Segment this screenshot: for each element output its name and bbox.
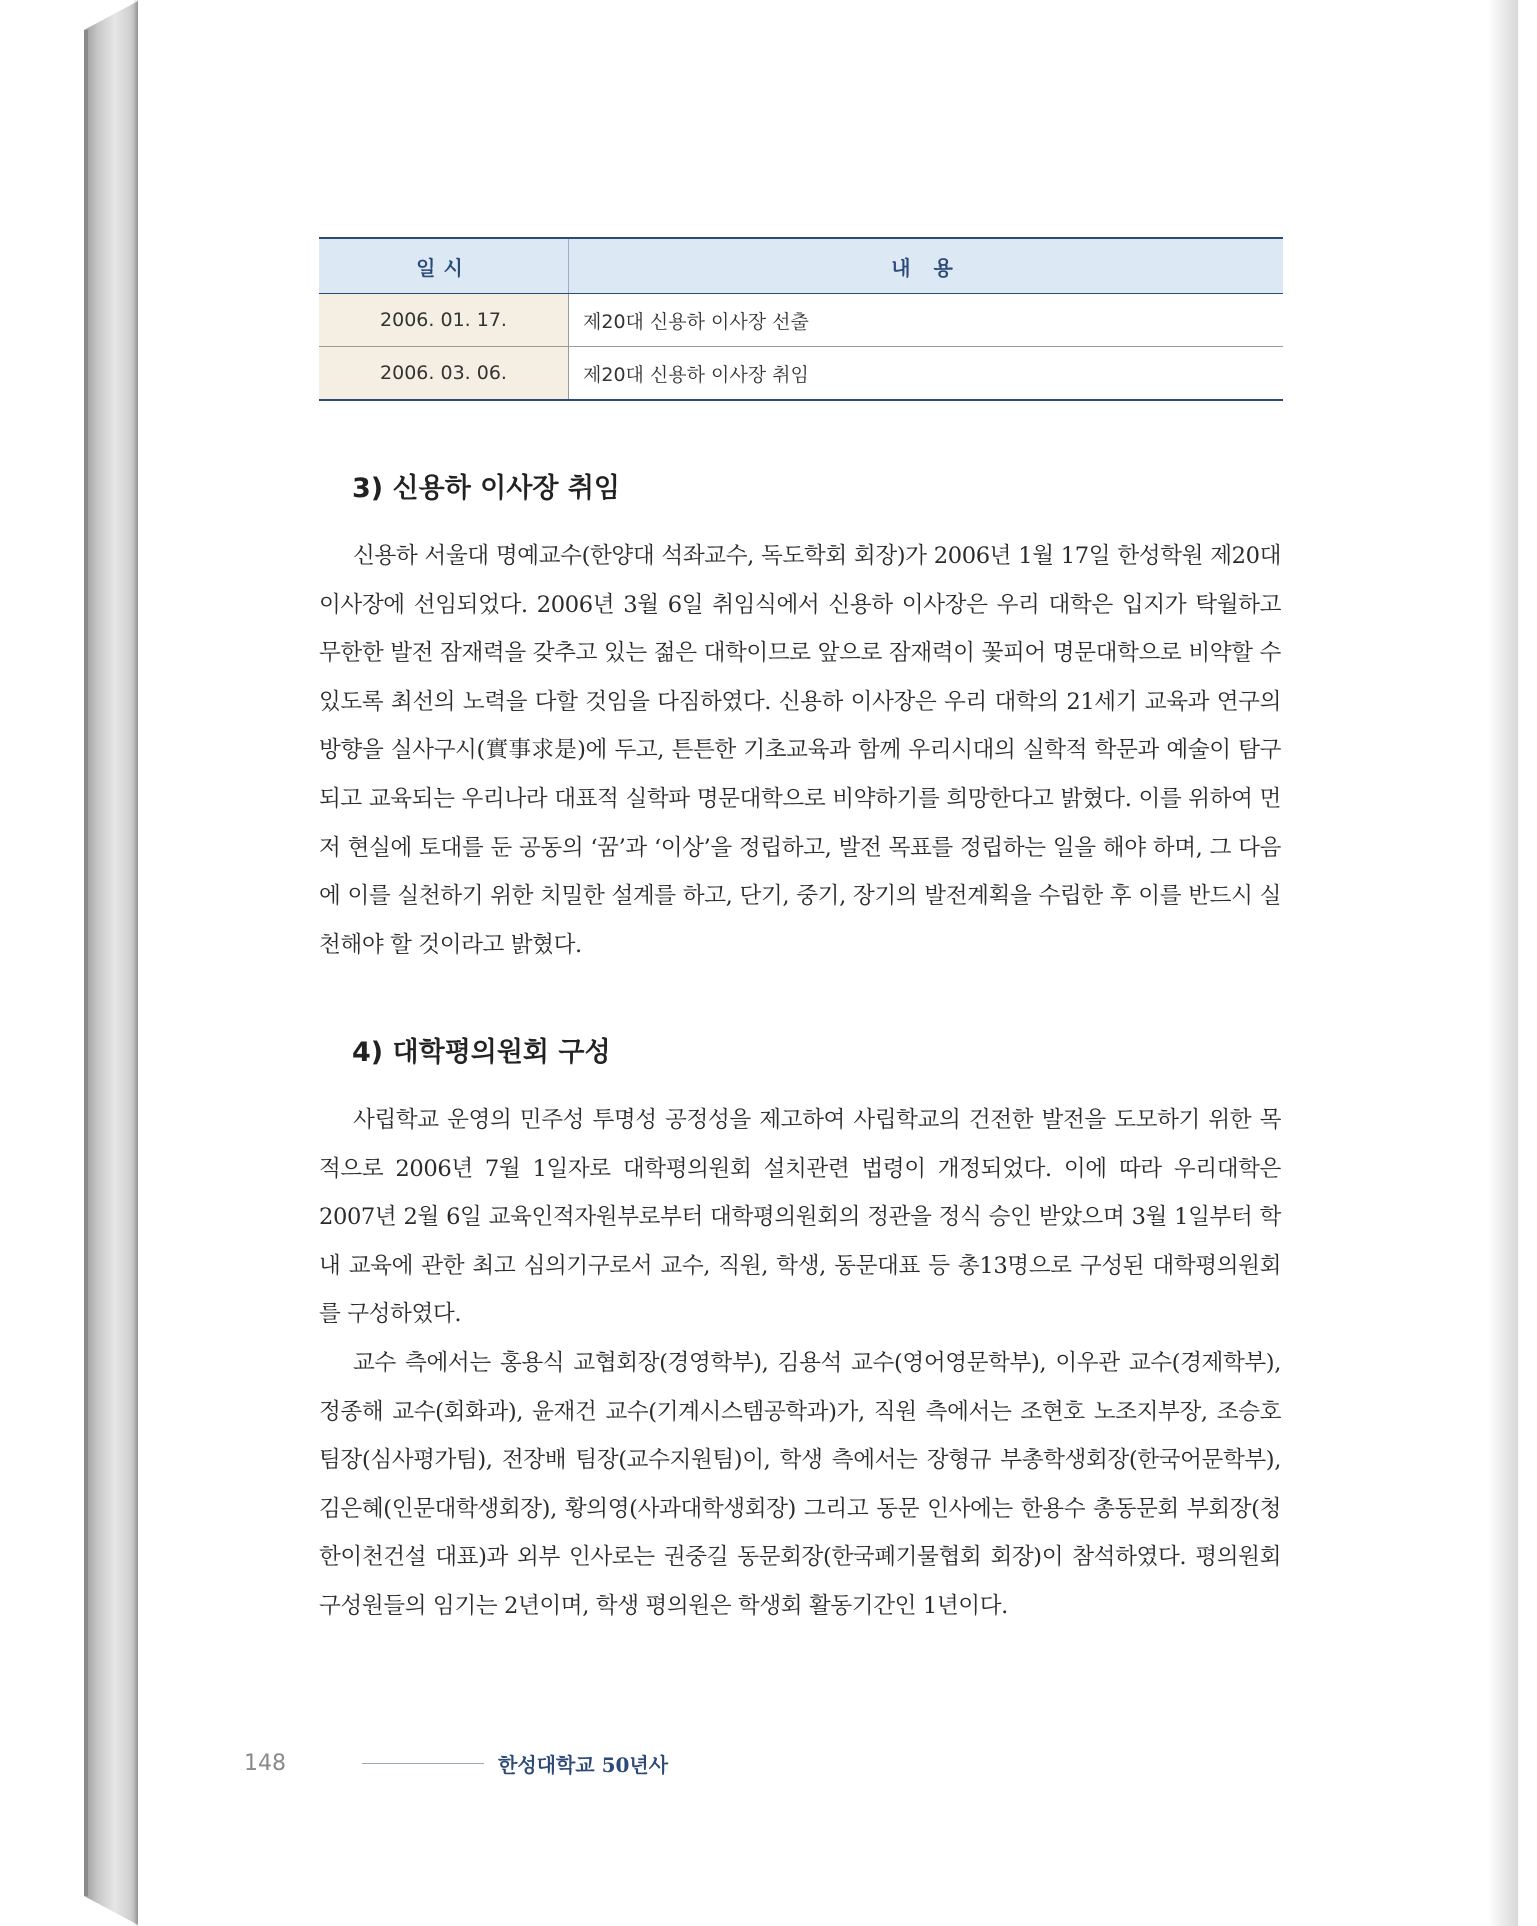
page-gutter-shadow: [1488, 0, 1518, 1926]
section-heading-council: 4) 대학평의원회 구성: [352, 1037, 611, 1068]
book-stack-edge: [84, 30, 88, 1896]
table-row: [319, 347, 1283, 401]
page-number: 148: [244, 1750, 286, 1776]
paragraph-council-2: 교수 측에서는 홍용식 교협회장(경영학부), 김용석 교수(영어영문학부), 이우관 교수(경제학부), 정종해 교수(회화과), 윤재건 교수(기계시스템공학과)가, 직원 측에서는 조현호 노조지부장, 조승호 팀장(심사평가팀), 전장배 팀장(교수지원팀)이, 학생 측에서는 장형규 부총학생회장(한국어문학부), 김은혜(인문대학생회장), 황의영(사과대학생회장) 그리고 동문 인사에는 한용수 총동문회 부회장(청한이천건설 대표)과 외부 인사로는 권중길 동문회장(한국폐기물협회 회장)이 참석하였다. 평의원회 구성원들의 임기는 2년이며, 학생 평의원은 학생회 활동기간인 1년이다.: [319, 1350, 1281, 1619]
table-row: [319, 294, 1283, 347]
row-content: 제20대 신용하 이사장 선출: [569, 294, 1284, 347]
section-heading-chairman: 3) 신용하 이사장 취임: [352, 473, 620, 504]
row-date: 2006. 03. 06.: [319, 347, 569, 401]
paragraph-chairman: 신용하 서울대 명예교수(한양대 석좌교수, 독도학회 회장)가 2006년 1월 17일 한성학원 제20대 이사장에 선임되었다. 2006년 3월 6일 취임식에서 신용하 이사장은 우리 대학은 입지가 탁월하고 무한한 발전 잠재력을 갖추고 있는 젊은 대학이므로 앞으로 잠재력이 꽃피어 명문대학으로 비약할 수 있도록 최선의 노력을 다할 것임을 다짐하였다. 신용하 이사장은 우리 대학의 21세기 교육과 연구의 방향을 실사구시(實事求是)에 두고, 튼튼한 기초교육과 함께 우리시대의 실학적 학문과 예술이 탐구되고 교육되는 우리나라 대표적 실학파 명문대학으로 비약하기를 희망한다고 밝혔다. 이를 위하여 먼저 현실에 토대를 둔 공동의 ‘꿈’과 ‘이상’을 정립하고, 발전 목표를 정립하는 일을 해야 하며, 그 다음에 이를 실천하기 위한 치밀한 설계를 하고, 단기, 중기, 장기의 발전계획을 수립한 후 이를 반드시 실천해야 할 것이라고 밝혔다.: [319, 543, 1281, 958]
header-date: 일시: [319, 238, 569, 294]
page-footer: [244, 1748, 668, 1778]
book-page-stack: [84, 0, 140, 1926]
book-title: 한성대학교 50년사: [498, 1752, 669, 1777]
schedule-table: [319, 237, 1283, 401]
row-date: 2006. 01. 17.: [319, 294, 569, 347]
header-content: 내 용: [569, 238, 1284, 294]
paragraph-council-1: 사립학교 운영의 민주성 투명성 공정성을 제고하여 사립학교의 건전한 발전을 도모하기 위한 목적으로 2006년 7월 1일자로 대학평의원회 설치관련 법령이 개정되었다. 이에 따라 우리대학은 2007년 2월 6일 교육인적자원부로부터 대학평의원회의 정관을 정식 승인 받았으며 3월 1일부터 학내 교육에 관한 최고 심의기구로서 교수, 직원, 학생, 동문대표 등 총13명으로 구성된 대학평의원회를 구성하였다.: [319, 1107, 1281, 1328]
footer-divider: [362, 1763, 484, 1764]
row-content: 제20대 신용하 이사장 취임: [569, 347, 1284, 401]
table-header-row: [319, 238, 1283, 294]
